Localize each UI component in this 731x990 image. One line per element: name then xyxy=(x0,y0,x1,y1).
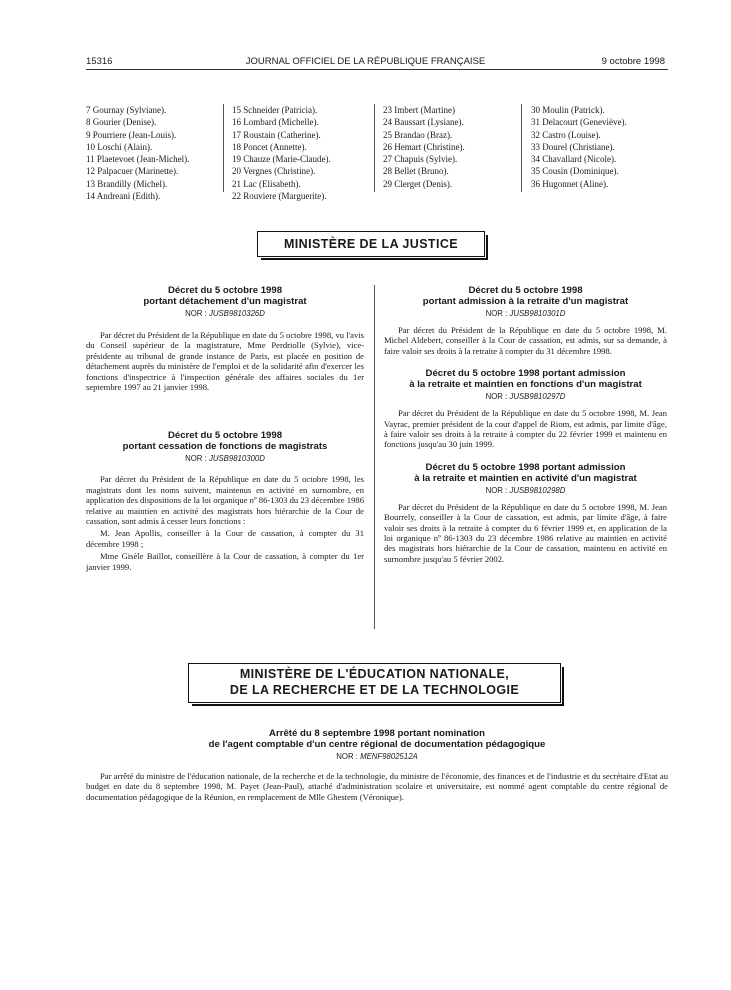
decret-maintien-activite xyxy=(384,462,667,564)
left-column xyxy=(86,285,364,572)
nor-label: NOR : xyxy=(485,485,508,495)
decret-title-line-1: Décret du 5 octobre 1998 portant admission xyxy=(425,368,626,380)
page-number: 15316 xyxy=(86,56,113,67)
ministry-justice-heading xyxy=(257,231,485,257)
list-item: 19 Chauze (Marie-Claude). xyxy=(232,154,331,165)
nor-reference xyxy=(384,391,667,402)
name-list-column-4 xyxy=(531,104,627,190)
decret-cessation xyxy=(86,430,364,572)
list-item: 31 Delacourt (Geneviève). xyxy=(531,117,627,128)
list-item: 7 Gournay (Sylviane). xyxy=(86,105,167,115)
list-item: 12 Palpacuer (Marinette). xyxy=(86,166,179,177)
nor-label: NOR : xyxy=(336,752,358,761)
decret-title-line-2: portant détachement d'un magistrat xyxy=(143,296,307,307)
list-item: 30 Moulin (Patrick). xyxy=(531,105,605,115)
nor-code: JUSB9810326D xyxy=(208,309,265,318)
decret-body: M. Jean Apollis, conseiller à la Cour de cassation, à compter du 31 décembre 1998 ; xyxy=(86,528,364,549)
right-column xyxy=(384,285,667,564)
list-item: 25 Brandao (Braz). xyxy=(383,129,453,140)
list-item: 18 Poncet (Annette). xyxy=(232,141,307,152)
column-divider xyxy=(374,104,375,192)
list-item: 9 Pourriere (Jean-Louis). xyxy=(86,129,177,140)
list-item: 29 Clerget (Denis). xyxy=(383,178,453,189)
decret-body: Par décret du Président de la République en date du 5 octobre 1998, M. Jean Bourrely, conseiller à la Cour de cassation, est admis, par limite d'âge, à faire valoir ses droits à la retraite à compter du 6 février 1999 et, en application de la loi organique nº 86-1303 du 23 décembre 1986 relative au maintien en activité des magistrats hors hiérarchie de la Cour de cassation, maintenu en activité en surnombre jusqu'au 5 février 2002. xyxy=(384,501,667,564)
nor-code: JUSB9810298D xyxy=(509,485,566,495)
decret-admission-retraite xyxy=(384,285,667,356)
decret-title-line-1: Décret du 5 octobre 1998 xyxy=(167,430,283,442)
name-list-column-2 xyxy=(232,104,331,202)
ministry-education-heading-line-2: DE LA RECHERCHE ET DE LA TECHNOLOGIE xyxy=(229,683,520,697)
issue-date: 9 octobre 1998 xyxy=(601,56,665,67)
decret-body: Par décret du Président de la République en date du 5 octobre 1998, les magistrats dont les noms suivent, maintenus en activité en surnombre, en application des dispositions de la loi organique nº 86-1303 du 23 décembre 1986 relative au maintien en activité des magistrats hors hiérarchie de la Cour de cassation, sont admis à cesser leurs fonctions : xyxy=(86,474,364,527)
header-rule xyxy=(86,69,668,70)
list-item: 22 Rouviere (Marguerite). xyxy=(232,191,327,202)
list-item: 21 Lac (Elisabeth). xyxy=(232,178,301,189)
list-item: 16 Lombard (Michelle). xyxy=(232,117,319,128)
list-item: 34 Chavallard (Nicole). xyxy=(531,154,617,165)
list-item: 35 Cousin (Dominique). xyxy=(531,166,619,177)
ministry-education-heading xyxy=(188,663,561,703)
decret-title-line-2: portant admission à la retraite d'un magistrat xyxy=(422,296,629,307)
nor-reference xyxy=(86,308,364,319)
arrete-nomination xyxy=(86,728,668,802)
list-item: 23 Imbert (Martine) xyxy=(383,105,455,115)
list-item: 36 Hugonnet (Aline). xyxy=(531,178,609,189)
decret-detachement xyxy=(86,285,364,392)
decret-title-line-2: à la retraite et maintien en activité d'un magistrat xyxy=(414,472,637,484)
nor-label: NOR : xyxy=(485,392,508,402)
nor-code: JUSB9810300D xyxy=(208,454,265,464)
nor-code: JUSB9810297D xyxy=(509,392,566,402)
decret-title-line-2: à la retraite et maintien en fonctions d'un magistrat xyxy=(409,379,642,391)
arrete-title-line-2: de l'agent comptable d'un centre régional de documentation pédagogique xyxy=(208,739,546,750)
decret-title-line-1: Décret du 5 octobre 1998 xyxy=(468,285,583,296)
nor-label: NOR : xyxy=(485,309,508,318)
decret-title-line-2: portant cessation de fonctions de magistrats xyxy=(122,441,328,453)
nor-label: NOR : xyxy=(185,454,207,464)
ministry-education-heading-line-1: MINISTÈRE DE L'ÉDUCATION NATIONALE, xyxy=(239,667,510,681)
decret-title-line-1: Décret du 5 octobre 1998 xyxy=(167,285,283,296)
journal-title: JOURNAL OFFICIEL DE LA RÉPUBLIQUE FRANÇAISE xyxy=(245,56,486,67)
decret-body: Par décret du Président de la République en date du 5 octobre 1998, M. Michel Aldebert, conseiller à la Cour de cassation, est admis, sur sa demande, à faire valoir ses droits à la retraite à compter du 31 décembre 1998. xyxy=(384,325,667,356)
column-divider xyxy=(223,104,224,192)
nor-reference xyxy=(86,751,668,762)
column-divider xyxy=(521,104,522,192)
decret-body: Par décret du Président de la République en date du 5 octobre 1998, M. Jean Vayrac, premier président de la cour d'appel de Riom, est admis, par limite d'âge, à faire valoir ses droits à la retraite à compter du 22 février 1999 et maintenu en fonctions jusqu'au 30 juin 1999. xyxy=(384,408,667,450)
list-item: 26 Hemart (Christine). xyxy=(383,141,465,152)
list-item: 33 Dourel (Christiane). xyxy=(531,141,615,152)
nor-label: NOR : xyxy=(185,309,207,318)
arrete-title-line-1: Arrêté du 8 septembre 1998 portant nomination xyxy=(269,728,485,739)
name-list-column-3 xyxy=(383,104,465,190)
list-item: 32 Castro (Louise). xyxy=(531,129,601,140)
list-item: 13 Brandilly (Michel). xyxy=(86,178,168,189)
list-item: 27 Chapuis (Sylvie). xyxy=(383,154,458,165)
arrete-body: Par arrêté du ministre de l'éducation nationale, de la recherche et de la technologie, du ministre de l'économie, des finances et de l'industrie et du secrétaire d'Etat au budget en date du 8 septembre 1998, M. Payet (Jean-Paul), attaché d'administration scolaire et universitaire, est nommé agent comptable du centre régional de documentation pédagogique de la Réunion, en remplacement de Mlle Ghestem (Véronique). xyxy=(86,771,668,802)
decret-body: Par décret du Président de la République en date du 5 octobre 1998, vu l'avis du Conseil supérieur de la magistrature, Mme Perdriolle (Sylvie), vice-présidente au tribunal de grande instance de Paris, est placée en position de détachement auprès du ministère de l'emploi et de la solidarité afin d'exercer les fonctions d'inspectrice à l'inspection générale des affaires sociales du 1er septembre 1997 au 21 janvier 1998. xyxy=(86,330,364,393)
list-item: 10 Loschi (Alain). xyxy=(86,141,153,152)
nor-reference xyxy=(86,453,364,464)
list-item: 11 Plaetevoet (Jean-Michel). xyxy=(86,154,190,165)
list-item: 20 Vergnes (Christine). xyxy=(232,166,316,177)
nor-reference xyxy=(384,485,667,496)
decret-maintien-fonctions xyxy=(384,368,667,450)
nor-code: MENF9802512A xyxy=(360,752,418,761)
name-list-column-1 xyxy=(86,104,189,202)
ministry-justice-heading-text: MINISTÈRE DE LA JUSTICE xyxy=(283,237,459,251)
column-divider xyxy=(374,285,375,629)
nor-code: JUSB9810301D xyxy=(509,309,566,318)
list-item: 24 Baussart (Lysiane). xyxy=(383,117,464,128)
list-item: 14 Andreani (Edith). xyxy=(86,191,161,202)
decret-body: Mme Gisèle Baillot, conseillère à la Cour de cassation, à compter du 1er janvier 1999. xyxy=(86,551,364,572)
decret-title-line-1: Décret du 5 octobre 1998 portant admission xyxy=(425,461,626,473)
list-item: 17 Roustain (Catherine). xyxy=(232,129,321,140)
list-item: 8 Gourier (Denise). xyxy=(86,117,157,128)
list-item: 15 Schneider (Patricia). xyxy=(232,105,318,115)
list-item: 28 Bellet (Bruno). xyxy=(383,166,449,177)
nor-reference xyxy=(384,308,667,319)
